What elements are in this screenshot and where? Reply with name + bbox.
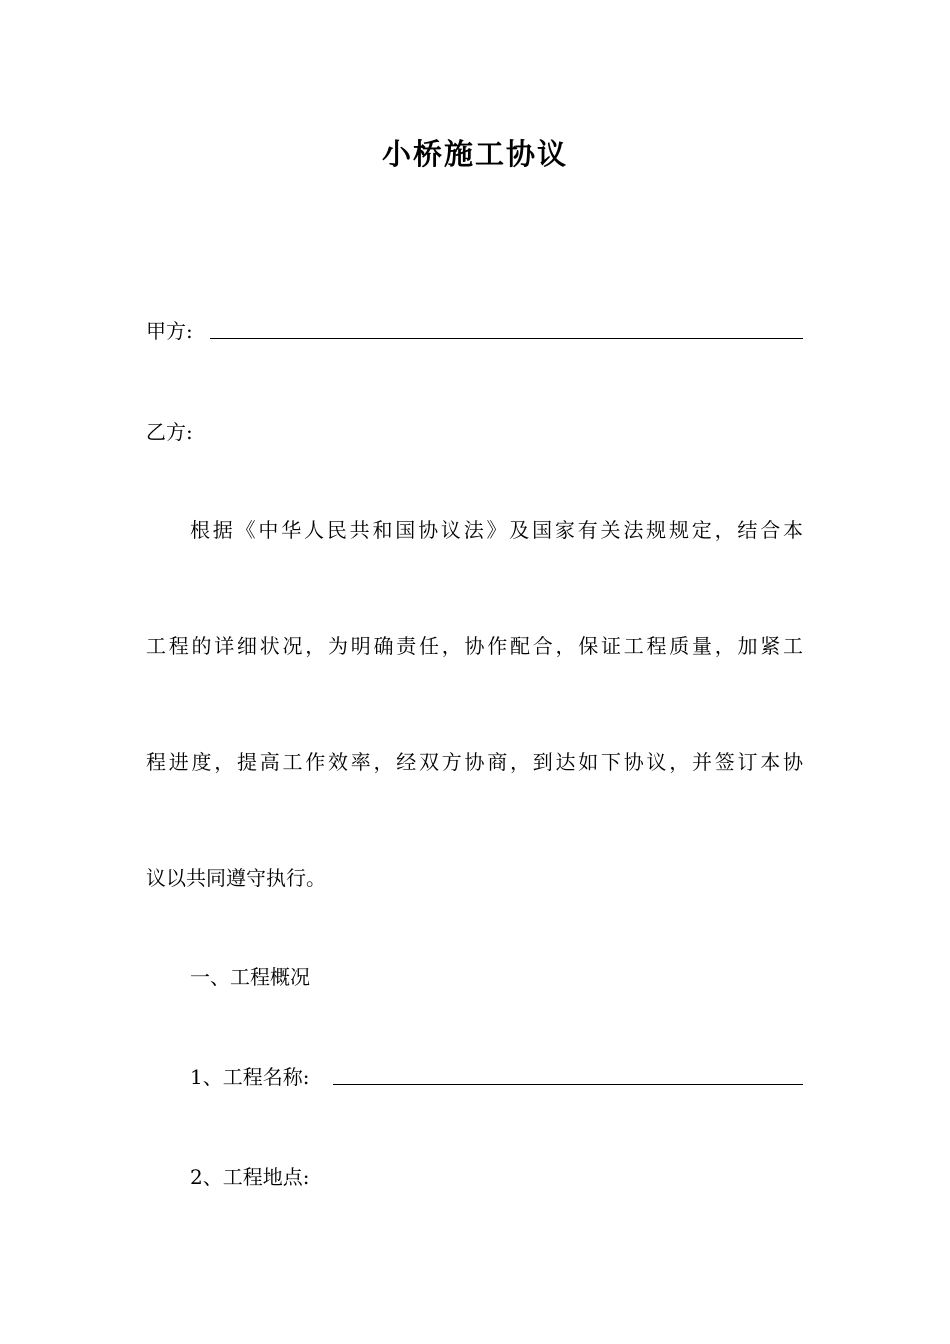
intro-line-4: 议以共同遵守执行。 bbox=[146, 866, 326, 890]
intro-line-3: 程进度，提高工作效率，经双方协商，到达如下协议，并签订本协 bbox=[146, 750, 803, 774]
item-2-label: 2、工程地点: bbox=[190, 1165, 310, 1189]
party-a-fill-line bbox=[210, 338, 803, 339]
intro-line-1: 根据《中华人民共和国协议法》及国家有关法规规定，结合本 bbox=[190, 518, 803, 542]
section-1-heading: 一、工程概况 bbox=[190, 965, 310, 989]
item-1-fill-line bbox=[333, 1084, 803, 1085]
intro-line-2: 工程的详细状况，为明确责任，协作配合，保证工程质量，加紧工 bbox=[146, 634, 803, 658]
party-b-label: 乙方: bbox=[146, 420, 193, 444]
document-title: 小桥施工协议 bbox=[381, 137, 568, 171]
party-a-label: 甲方: bbox=[146, 319, 193, 343]
item-1-label: 1、工程名称: bbox=[190, 1065, 310, 1089]
